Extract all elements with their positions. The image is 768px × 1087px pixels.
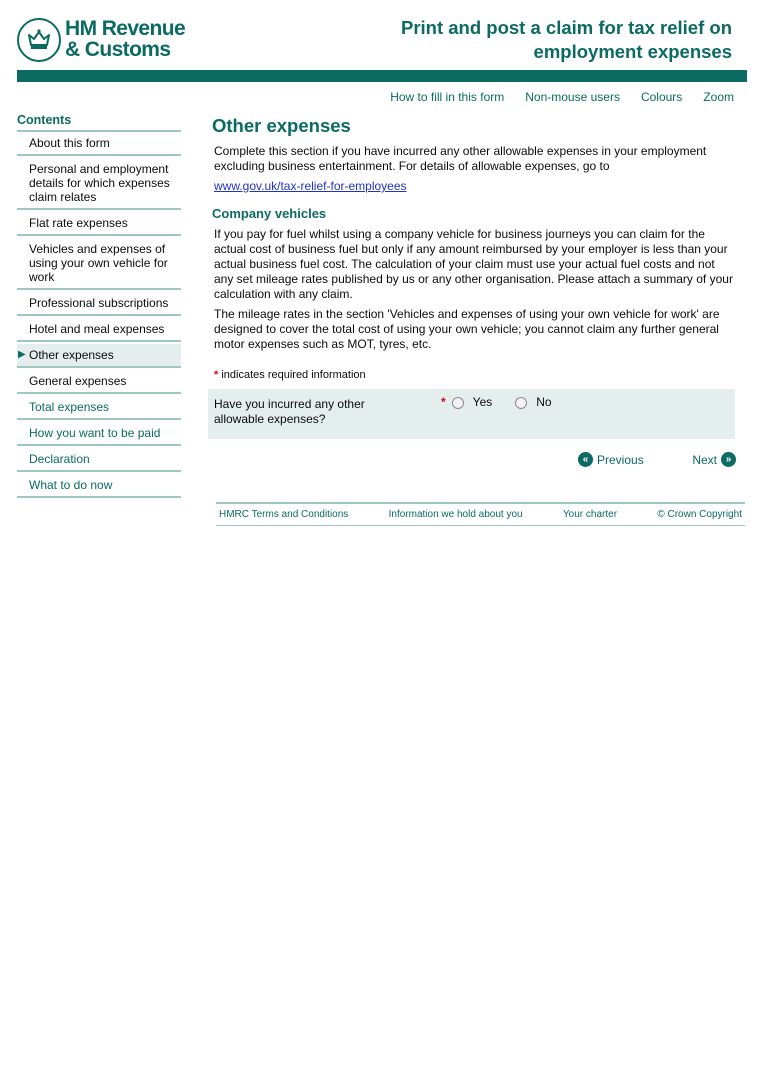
logo-line-2: & Customs (65, 38, 171, 61)
sidebar-item-label: Vehicles and expenses of using your own vehicle for work (29, 242, 168, 284)
previous-icon: « (578, 452, 593, 467)
question-label: Have you incurred any other allowable expenses? (214, 397, 365, 426)
sidebar-item-label: Declaration (29, 452, 90, 466)
previous-label: Previous (597, 452, 644, 467)
zoom-link[interactable]: Zoom (703, 90, 734, 104)
sidebar-item-label: About this form (29, 136, 110, 150)
next-label: Next (692, 452, 717, 467)
sidebar-item-personal-details[interactable] (17, 158, 181, 210)
sidebar-item-label: Personal and employment details for which expenses claim relates (29, 162, 170, 204)
next-icon: » (721, 452, 736, 467)
sidebar-item-total-expenses[interactable] (17, 396, 181, 420)
sidebar-item-label: General expenses (29, 374, 127, 388)
company-vehicles-heading: Company vehicles (212, 206, 327, 221)
next-button[interactable] (692, 452, 736, 467)
sidebar-item-label: Other expenses (29, 348, 114, 362)
answer-radio-group (441, 395, 552, 410)
crown-icon (17, 18, 61, 62)
footer-information-link[interactable]: Information we hold about you (388, 509, 523, 520)
header-bar (17, 70, 747, 82)
page-header (0, 0, 768, 82)
contents-sidebar (17, 113, 181, 500)
sidebar-item-vehicles[interactable] (17, 238, 181, 290)
toolbar (390, 90, 734, 104)
required-note (214, 368, 736, 383)
question-panel (208, 389, 735, 439)
sidebar-item-hotel-meal[interactable] (17, 318, 181, 342)
footer-terms-link[interactable]: HMRC Terms and Conditions (219, 509, 349, 520)
required-marker: * (214, 369, 219, 381)
page-footer (216, 502, 745, 526)
previous-button[interactable] (578, 452, 644, 467)
sidebar-item-label: Hotel and meal expenses (29, 322, 165, 336)
required-note-text: indicates required information (221, 369, 366, 381)
sidebar-item-about[interactable] (17, 132, 181, 156)
required-marker: * (441, 395, 446, 409)
sidebar-item-other-expenses[interactable] (17, 344, 181, 368)
mileage-paragraph: The mileage rates in the section 'Vehicles and expenses of using your own vehicle for work' are designed to cover the total cost of using your own vehicle; you cannot claim any further general motor expenses such as MOT, tyres, etc. (214, 307, 720, 351)
sidebar-item-label: Professional subscriptions (29, 296, 169, 310)
contents-heading: Contents (17, 113, 181, 132)
page-title-line-1: Print and post a claim for tax relief on (400, 17, 732, 38)
logo-line-1: HM Revenue (65, 17, 186, 40)
sidebar-item-general-expenses[interactable] (17, 370, 181, 394)
page-navigation (212, 452, 736, 472)
main-content (212, 114, 736, 439)
no-label[interactable]: No (536, 395, 552, 409)
sidebar-item-subscriptions[interactable] (17, 292, 181, 316)
tax-relief-link[interactable]: www.gov.uk/tax-relief-for-employees (214, 179, 407, 193)
fuel-paragraph: If you pay for fuel whilst using a company vehicle for business journeys you can claim for the actual cost of business fuel but only if any amount reimbursed by your employer is less than your actual business fuel cost. The calculation of your claim must use your actual fuel costs and not any set mileage rates published by us or any other organisation. Please attach a summary of your calculation with any claim. (214, 227, 733, 301)
sidebar-item-label: How you want to be paid (29, 426, 161, 440)
sidebar-item-label: Total expenses (29, 400, 110, 414)
sidebar-item-flat-rate[interactable] (17, 212, 181, 236)
sidebar-item-label: What to do now (29, 478, 113, 492)
footer-copyright-link[interactable]: © Crown Copyright (657, 509, 742, 520)
yes-label[interactable]: Yes (472, 395, 493, 409)
sidebar-item-declaration[interactable] (17, 448, 181, 472)
footer-charter-link[interactable]: Your charter (562, 509, 618, 520)
non-mouse-users-link[interactable]: Non-mouse users (525, 90, 620, 104)
sidebar-item-what-to-do[interactable] (17, 474, 181, 498)
intro-text: Complete this section if you have incurred any other allowable expenses in your employment excluding business entertainment. For details of allowable expenses, go to (214, 144, 707, 173)
how-to-fill-link[interactable]: How to fill in this form (390, 90, 505, 104)
page-title-line-2: employment expenses (533, 41, 732, 62)
yes-radio[interactable] (452, 397, 464, 409)
hmrc-logo[interactable] (17, 18, 185, 62)
section-heading: Other expenses (212, 115, 351, 136)
sidebar-item-label: Flat rate expenses (29, 216, 128, 230)
colours-link[interactable]: Colours (640, 90, 683, 104)
page-title (401, 16, 732, 64)
current-page-arrow-icon: ▶ (18, 349, 26, 360)
no-radio[interactable] (515, 397, 527, 409)
sidebar-item-payment[interactable] (17, 422, 181, 446)
